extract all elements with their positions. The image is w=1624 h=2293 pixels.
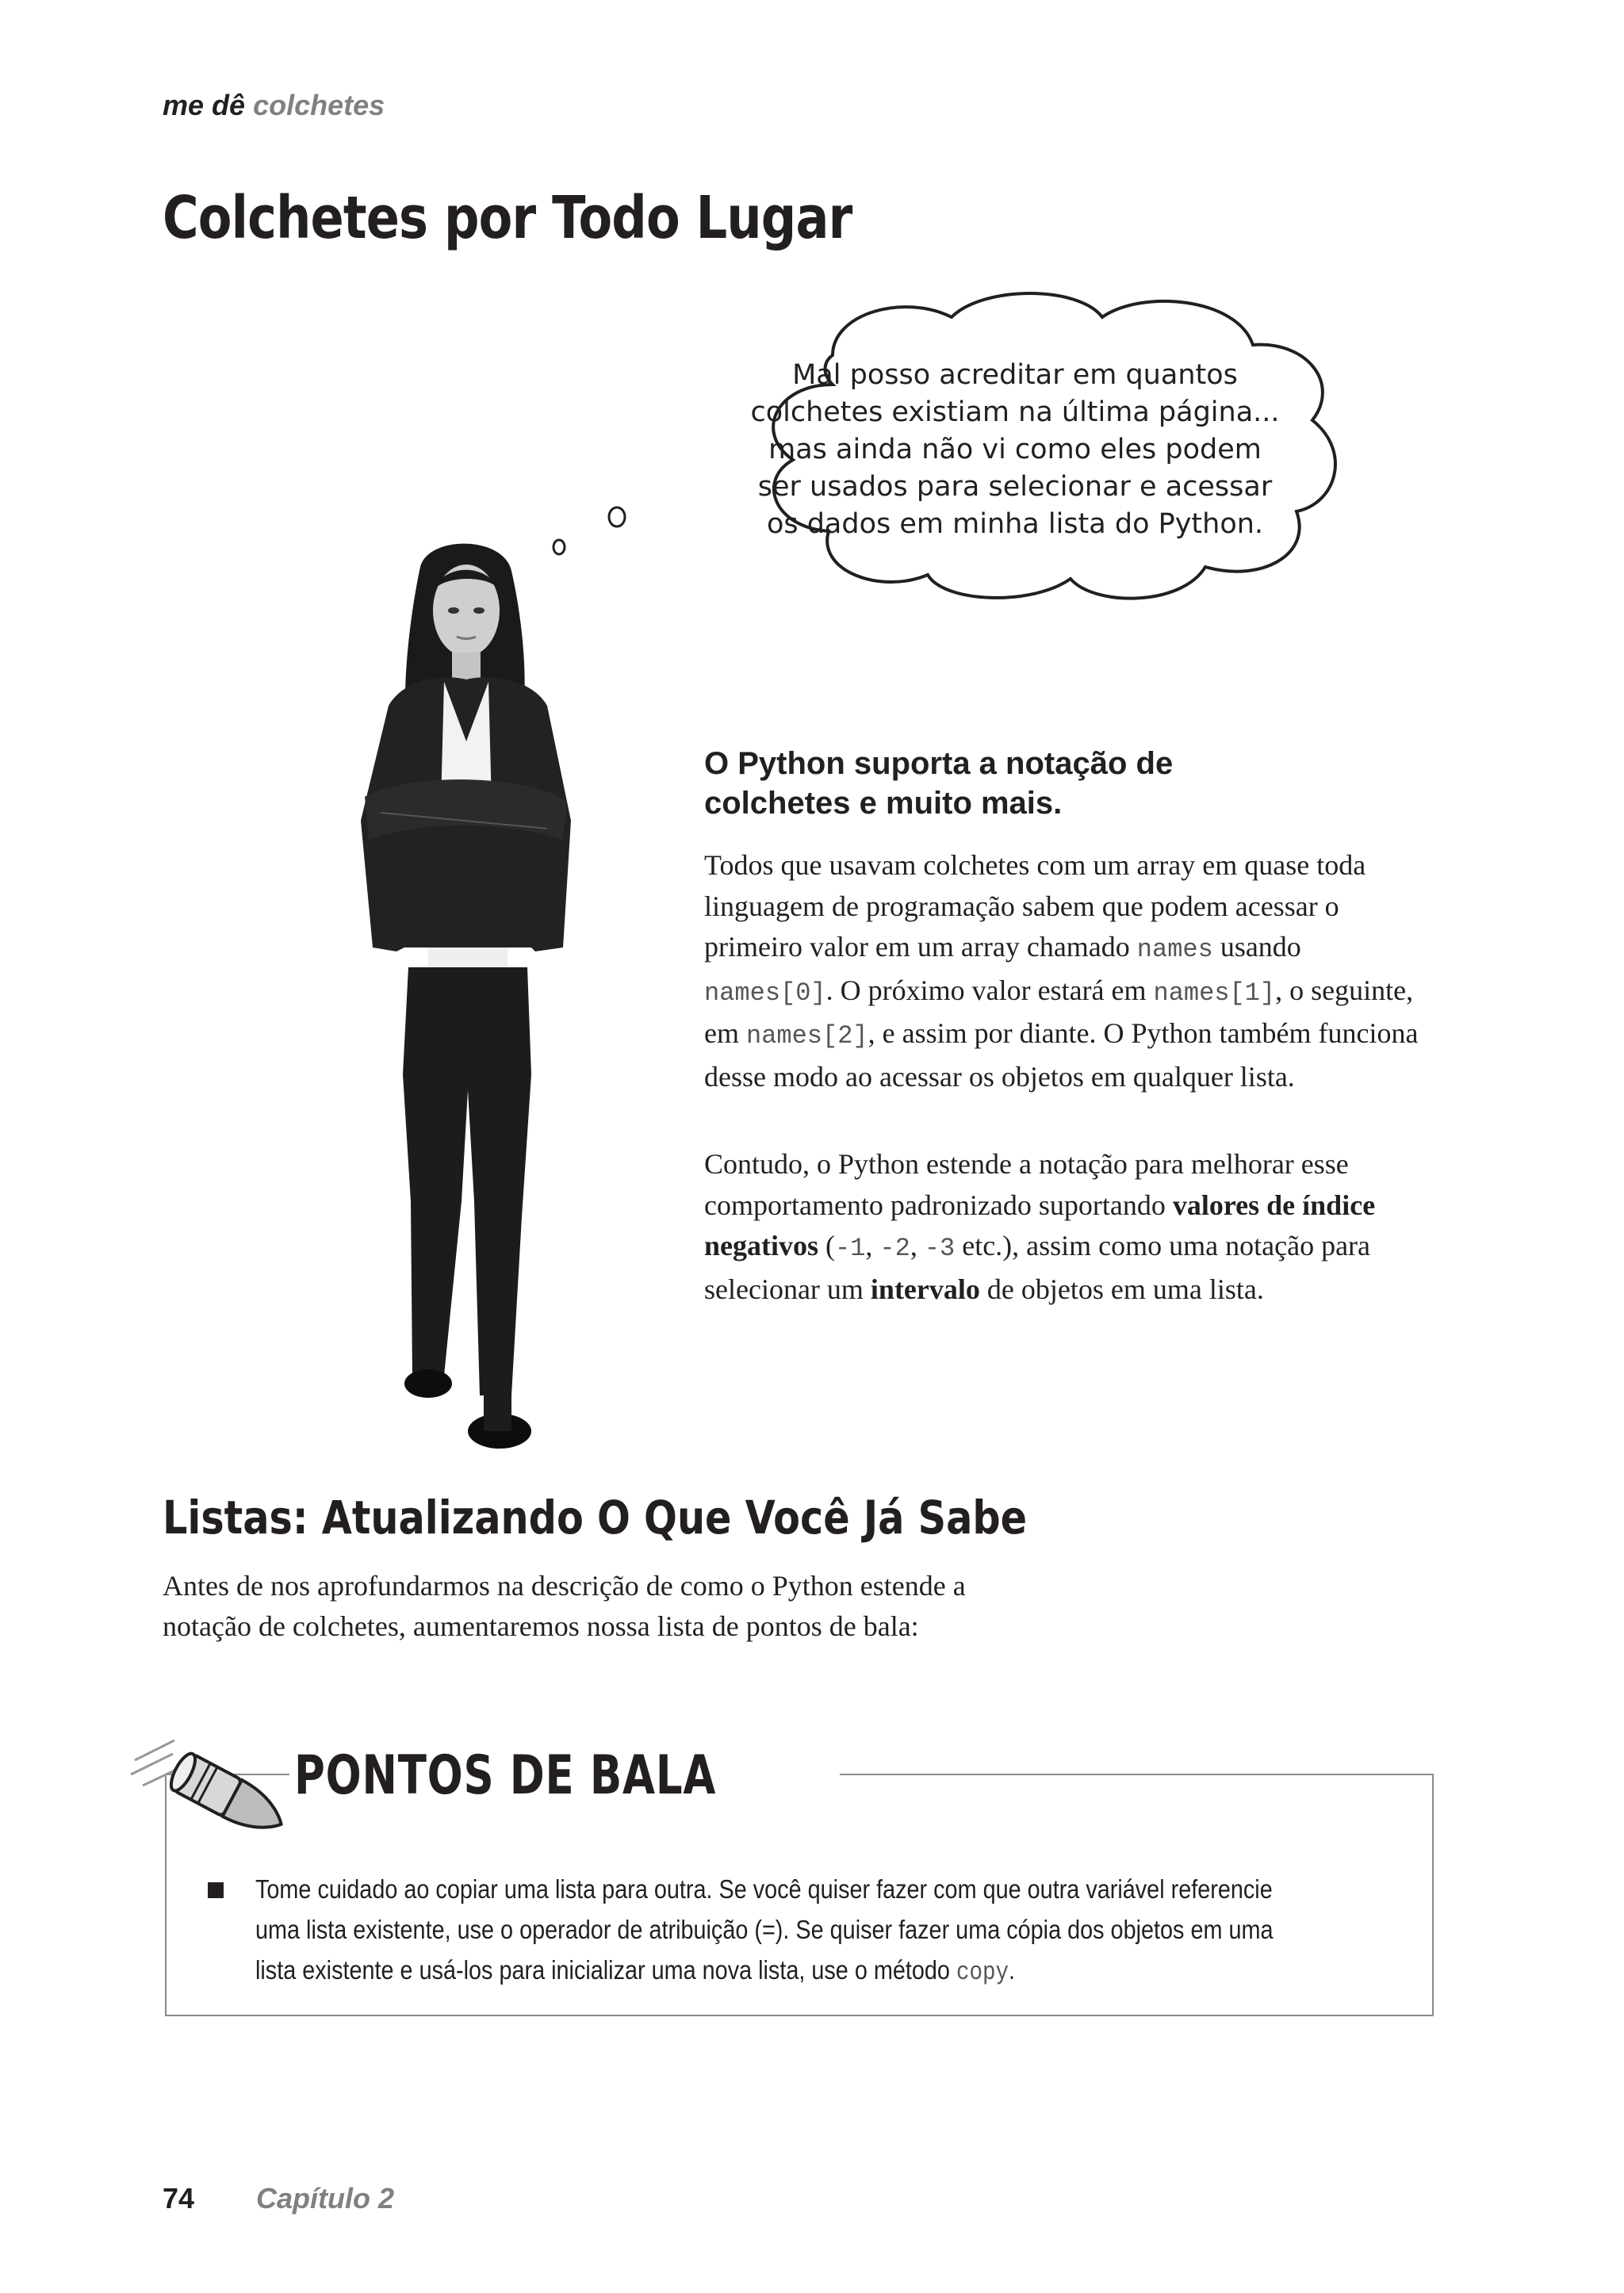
bullet-line: uma lista existente, use o operador de atribuição (=). Se quiser fazer uma cópia dos objetos em uma xyxy=(255,1916,1274,1945)
bullet-points-title: PONTOS DE BALA xyxy=(294,1744,717,1807)
intro-line: notação de colchetes, aumentaremos nossa lista de pontos de bala: xyxy=(163,1610,919,1642)
code-inline: names[1] xyxy=(1153,978,1276,1008)
code-inline: -3 xyxy=(924,1234,956,1263)
para-text: etc.), assim como uma notação para selecionar um xyxy=(704,1230,1371,1305)
thought-line: mas ainda não vi como eles podem xyxy=(768,434,1262,465)
para-text: de objetos em uma lista. xyxy=(979,1273,1264,1305)
section-subhead xyxy=(704,744,1426,823)
bullet-line xyxy=(255,1950,1442,1992)
bullet-points-title-wrap xyxy=(289,1744,840,1808)
bold-text: valores de índice negativos xyxy=(704,1189,1376,1261)
code-inline: -1 xyxy=(835,1234,866,1263)
thought-line: colchetes existiam na última página... xyxy=(750,396,1280,428)
code-inline: names xyxy=(1136,935,1213,964)
para-text: ( xyxy=(818,1230,835,1261)
subhead-line: O Python suporta a notação de xyxy=(704,746,1174,781)
code-inline: -2 xyxy=(879,1234,910,1263)
chapter-label: Capítulo 2 xyxy=(256,2182,395,2215)
square-bullet-icon xyxy=(208,1882,224,1898)
para-text: Contudo, o Python estende a notação para melhorar esse comportamento padronizado suportando xyxy=(704,1148,1349,1221)
bullet-line: Tome cuidado ao copiar uma lista para outra. Se você quiser fazer com que outra variável referencie xyxy=(255,1875,1273,1904)
code-inline: copy xyxy=(956,1958,1009,1987)
code-inline: names[2] xyxy=(745,1021,868,1051)
subhead-line: colchetes e muito mais. xyxy=(704,786,1063,821)
para-text: , xyxy=(910,1230,925,1261)
bullet-line-text: . xyxy=(1009,1956,1016,1985)
header-highlight: colchetes xyxy=(253,89,385,121)
thought-line: os dados em minha lista do Python. xyxy=(766,508,1264,540)
para-text: , xyxy=(865,1230,880,1261)
paragraph-1 xyxy=(704,845,1426,1097)
intro-line: Antes de nos aprofundarmos na descrição de como o Python estende a xyxy=(163,1570,966,1602)
thought-bubble-text xyxy=(737,357,1293,543)
woman-figure-icon xyxy=(333,535,595,1479)
section-title: Listas: Atualizando O Que Você Já Sabe xyxy=(163,1491,1028,1545)
thought-dots-icon xyxy=(587,500,666,563)
page-title: Colchetes por Todo Lugar xyxy=(163,184,852,252)
section-intro xyxy=(163,1566,1193,1647)
para-text: Todos que usavam colchetes com um array em quase toda linguagem de programação sabem que podem acessar o primeiro valor em um array chamado xyxy=(704,849,1366,963)
bullet-item xyxy=(208,1870,1405,1992)
page-number: 74 xyxy=(163,2182,195,2215)
bullet-icon xyxy=(127,1736,301,1847)
para-text: usando xyxy=(1212,931,1301,963)
thought-line: ser usados para selecionar e acessar xyxy=(757,471,1273,503)
bullet-item-text xyxy=(255,1870,1442,1992)
bold-text: intervalo xyxy=(870,1273,980,1305)
bullet-line-text: lista existente e usá-los para inicializar uma nova lista, use o método xyxy=(255,1956,956,1985)
thought-line: Mal posso acreditar em quantos xyxy=(792,359,1238,391)
code-inline: names[0] xyxy=(704,978,826,1008)
para-text: , e assim por diante. O Python também funciona desse modo ao acessar os objetos em qualquer lista. xyxy=(704,1017,1419,1093)
running-header xyxy=(163,89,385,122)
paragraph-2 xyxy=(704,1144,1426,1310)
header-prefix: me dê xyxy=(163,89,246,121)
para-text: , o seguinte, em xyxy=(704,974,1414,1049)
para-text: . O próximo valor estará em xyxy=(825,974,1154,1006)
